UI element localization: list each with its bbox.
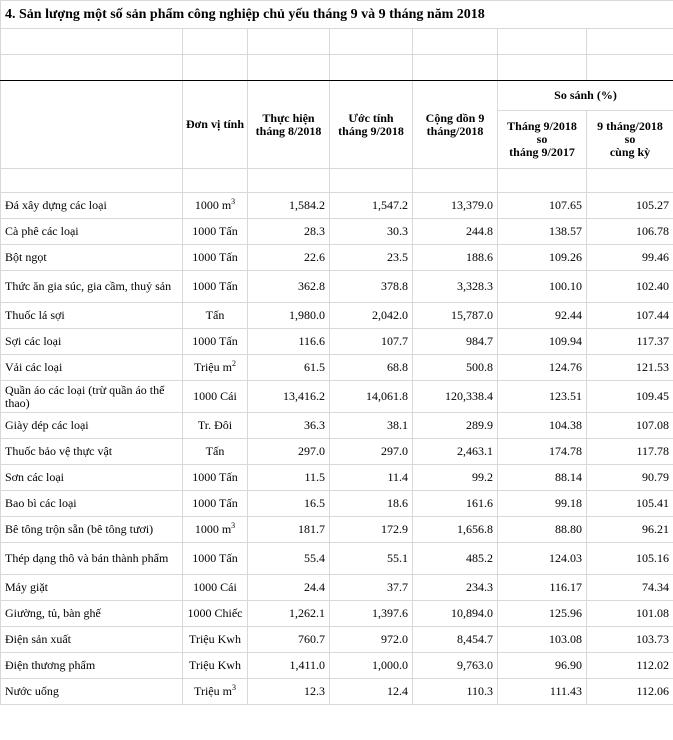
cumulative-value: 99.2 [413, 465, 498, 491]
product-name: Bê tông trộn sẵn (bê tông tươi) [1, 517, 183, 543]
cumulative-value: 13,379.0 [413, 193, 498, 219]
actual-aug-value: 760.7 [248, 627, 330, 653]
cumulative-value: 161.6 [413, 491, 498, 517]
table-row [1, 679, 673, 705]
compare-sep-value: 109.94 [498, 329, 587, 355]
actual-aug-value: 1,262.1 [248, 601, 330, 627]
compare-9m-value: 117.78 [587, 439, 673, 465]
unit-cell [183, 575, 248, 601]
unit-text: Triệu Kwh [189, 658, 241, 672]
blank-row [1, 55, 673, 81]
cumulative-value: 9,763.0 [413, 653, 498, 679]
unit-text: Tấn [205, 444, 225, 458]
unit-cell [183, 355, 248, 381]
unit-cell [183, 271, 248, 303]
product-name: Giày dép các loại [1, 413, 183, 439]
table-row [1, 439, 673, 465]
unit-cell [183, 653, 248, 679]
estimate-sep-value: 12.4 [330, 679, 413, 705]
unit-text: Triệu Kwh [189, 632, 241, 646]
title-row [1, 1, 673, 29]
compare-sep-value: 104.38 [498, 413, 587, 439]
unit-text: Tấn [205, 308, 225, 322]
table-row [1, 303, 673, 329]
actual-aug-value: 181.7 [248, 517, 330, 543]
estimate-sep-value: 11.4 [330, 465, 413, 491]
product-name: Cà phê các loại [1, 219, 183, 245]
compare-9m-value: 96.21 [587, 517, 673, 543]
compare-9m-value: 112.06 [587, 679, 673, 705]
actual-aug-value: 28.3 [248, 219, 330, 245]
unit-cell [183, 329, 248, 355]
unit-cell [183, 465, 248, 491]
table-title: 4. Sản lượng một số sản phẩm công nghiệp chủ yếu tháng 9 và 9 tháng năm 2018 [1, 1, 673, 29]
actual-aug-value: 1,584.2 [248, 193, 330, 219]
header-unit: Đơn vị tính [183, 81, 248, 169]
estimate-sep-value: 2,042.0 [330, 303, 413, 329]
table-row [1, 413, 673, 439]
unit-cell [183, 219, 248, 245]
table-row [1, 329, 673, 355]
table-row [1, 575, 673, 601]
actual-aug-value: 11.5 [248, 465, 330, 491]
compare-sep-value: 124.03 [498, 543, 587, 575]
estimate-sep-value: 1,397.6 [330, 601, 413, 627]
unit-cell [183, 245, 248, 271]
header-compare-group: So sánh (%) [498, 81, 673, 111]
table-row [1, 193, 673, 219]
cumulative-value: 244.8 [413, 219, 498, 245]
unit-text: 1000 m [194, 522, 232, 536]
unit-cell [183, 381, 248, 413]
unit-cell [183, 543, 248, 575]
actual-aug-value: 13,416.2 [248, 381, 330, 413]
header-actual-aug: Thực hiện tháng 8/2018 [248, 81, 330, 169]
unit-superscript: 3 [231, 197, 236, 206]
product-name: Điện sản xuất [1, 627, 183, 653]
product-name: Thuốc bảo vệ thực vật [1, 439, 183, 465]
table-row [1, 653, 673, 679]
table-row [1, 355, 673, 381]
compare-9m-value: 107.44 [587, 303, 673, 329]
estimate-sep-value: 1,547.2 [330, 193, 413, 219]
compare-9m-value: 105.16 [587, 543, 673, 575]
compare-sep-value: 88.80 [498, 517, 587, 543]
compare-9m-value: 109.45 [587, 381, 673, 413]
actual-aug-value: 1,980.0 [248, 303, 330, 329]
unit-cell [183, 193, 248, 219]
compare-sep-value: 92.44 [498, 303, 587, 329]
header-cumulative: Cộng dồn 9 tháng/2018 [413, 81, 498, 169]
unit-text: 1000 Tấn [192, 551, 238, 565]
compare-9m-value: 105.27 [587, 193, 673, 219]
header-estimate-sep: Ước tính tháng 9/2018 [330, 81, 413, 169]
compare-9m-value: 121.53 [587, 355, 673, 381]
header-compare-9m-line1: 9 tháng/2018 [597, 119, 663, 133]
estimate-sep-value: 378.8 [330, 271, 413, 303]
cumulative-value: 1,656.8 [413, 517, 498, 543]
unit-text: 1000 Tấn [192, 496, 238, 510]
compare-9m-value: 74.34 [587, 575, 673, 601]
cumulative-value: 984.7 [413, 329, 498, 355]
compare-9m-value: 101.08 [587, 601, 673, 627]
compare-sep-value: 111.43 [498, 679, 587, 705]
actual-aug-value: 12.3 [248, 679, 330, 705]
estimate-sep-value: 107.7 [330, 329, 413, 355]
compare-9m-value: 107.08 [587, 413, 673, 439]
actual-aug-value: 116.6 [248, 329, 330, 355]
actual-aug-value: 1,411.0 [248, 653, 330, 679]
product-name: Giường, tủ, bàn ghế [1, 601, 183, 627]
product-name: Nước uống [1, 679, 183, 705]
compare-sep-value: 107.65 [498, 193, 587, 219]
compare-sep-value: 125.96 [498, 601, 587, 627]
compare-sep-value: 138.57 [498, 219, 587, 245]
estimate-sep-value: 297.0 [330, 439, 413, 465]
unit-cell [183, 601, 248, 627]
unit-superscript: 3 [231, 683, 236, 692]
cumulative-value: 10,894.0 [413, 601, 498, 627]
compare-sep-value: 174.78 [498, 439, 587, 465]
actual-aug-value: 24.4 [248, 575, 330, 601]
compare-9m-value: 112.02 [587, 653, 673, 679]
unit-text: 1000 m [194, 198, 232, 212]
cumulative-value: 3,328.3 [413, 271, 498, 303]
compare-sep-value: 88.14 [498, 465, 587, 491]
compare-9m-value: 90.79 [587, 465, 673, 491]
table-row [1, 491, 673, 517]
compare-9m-value: 106.78 [587, 219, 673, 245]
table-row [1, 543, 673, 575]
cumulative-value: 15,787.0 [413, 303, 498, 329]
unit-text: 1000 Chiếc [187, 606, 243, 620]
table-row [1, 465, 673, 491]
estimate-sep-value: 972.0 [330, 627, 413, 653]
product-name: Điện thương phẩm [1, 653, 183, 679]
actual-aug-value: 61.5 [248, 355, 330, 381]
unit-cell [183, 413, 248, 439]
actual-aug-value: 55.4 [248, 543, 330, 575]
compare-9m-value: 103.73 [587, 627, 673, 653]
product-name: Sơn các loại [1, 465, 183, 491]
estimate-sep-value: 18.6 [330, 491, 413, 517]
cumulative-value: 485.2 [413, 543, 498, 575]
estimate-sep-value: 172.9 [330, 517, 413, 543]
estimate-sep-value: 30.3 [330, 219, 413, 245]
estimate-sep-value: 1,000.0 [330, 653, 413, 679]
unit-cell [183, 303, 248, 329]
estimate-sep-value: 68.8 [330, 355, 413, 381]
product-name: Thức ăn gia súc, gia cầm, thuỷ sản [1, 271, 183, 303]
unit-text: Tr. Đôi [197, 418, 233, 432]
table-row [1, 219, 673, 245]
product-name: Bao bì các loại [1, 491, 183, 517]
header-row-1 [1, 81, 673, 111]
estimate-sep-value: 55.1 [330, 543, 413, 575]
compare-sep-value: 100.10 [498, 271, 587, 303]
actual-aug-value: 36.3 [248, 413, 330, 439]
actual-aug-value: 297.0 [248, 439, 330, 465]
compare-9m-value: 105.41 [587, 491, 673, 517]
cumulative-value: 120,338.4 [413, 381, 498, 413]
actual-aug-value: 22.6 [248, 245, 330, 271]
table-row [1, 381, 673, 413]
unit-cell [183, 679, 248, 705]
blank-row [1, 29, 673, 55]
unit-text: Triệu m [194, 360, 232, 374]
unit-text: 1000 Cái [193, 389, 237, 403]
unit-cell [183, 627, 248, 653]
header-name-cell [1, 81, 183, 169]
compare-9m-value: 117.37 [587, 329, 673, 355]
compare-sep-value: 123.51 [498, 381, 587, 413]
product-name: Thuốc lá sợi [1, 303, 183, 329]
compare-9m-value: 102.40 [587, 271, 673, 303]
cumulative-value: 110.3 [413, 679, 498, 705]
cumulative-value: 234.3 [413, 575, 498, 601]
table-row [1, 627, 673, 653]
unit-text: 1000 Cái [193, 580, 237, 594]
header-compare-sep-line3: tháng 9/2017 [509, 145, 575, 159]
actual-aug-value: 362.8 [248, 271, 330, 303]
unit-text: 1000 Tấn [192, 279, 238, 293]
unit-cell [183, 491, 248, 517]
actual-aug-value: 16.5 [248, 491, 330, 517]
table-row [1, 271, 673, 303]
unit-superscript: 3 [231, 521, 236, 530]
unit-text: 1000 Tấn [192, 470, 238, 484]
header-compare-9m-line3: cùng kỳ [609, 145, 651, 159]
unit-superscript: 2 [231, 359, 236, 368]
cumulative-value: 188.6 [413, 245, 498, 271]
header-compare-9m [587, 111, 673, 169]
estimate-sep-value: 37.7 [330, 575, 413, 601]
header-compare-sep [498, 111, 587, 169]
compare-9m-value: 99.46 [587, 245, 673, 271]
cumulative-value: 2,463.1 [413, 439, 498, 465]
compare-sep-value: 99.18 [498, 491, 587, 517]
estimate-sep-value: 38.1 [330, 413, 413, 439]
unit-cell [183, 517, 248, 543]
compare-sep-value: 116.17 [498, 575, 587, 601]
estimate-sep-value: 14,061.8 [330, 381, 413, 413]
unit-text: 1000 Tấn [192, 250, 238, 264]
product-name: Quần áo các loại (trừ quần áo thể thao) [1, 381, 183, 413]
unit-text: Triệu m [194, 684, 232, 698]
unit-text: 1000 Tấn [192, 334, 238, 348]
product-name: Vải các loại [1, 355, 183, 381]
table-row [1, 245, 673, 271]
unit-text: 1000 Tấn [192, 224, 238, 238]
cumulative-value: 8,454.7 [413, 627, 498, 653]
unit-cell [183, 439, 248, 465]
estimate-sep-value: 23.5 [330, 245, 413, 271]
table-row [1, 601, 673, 627]
table-row [1, 517, 673, 543]
product-name: Bột ngọt [1, 245, 183, 271]
header-spacer-row [1, 169, 673, 193]
compare-sep-value: 103.08 [498, 627, 587, 653]
product-name: Máy giặt [1, 575, 183, 601]
product-name: Thép dạng thô và bán thành phẩm [1, 543, 183, 575]
compare-sep-value: 124.76 [498, 355, 587, 381]
product-name: Sợi các loại [1, 329, 183, 355]
cumulative-value: 500.8 [413, 355, 498, 381]
cumulative-value: 289.9 [413, 413, 498, 439]
header-compare-sep-line1: Tháng 9/2018 [507, 119, 577, 133]
compare-sep-value: 109.26 [498, 245, 587, 271]
product-name: Đá xây dựng các loại [1, 193, 183, 219]
header-compare-sep-line2: so [536, 132, 548, 146]
header-compare-9m-line2: so [624, 132, 636, 146]
compare-sep-value: 96.90 [498, 653, 587, 679]
